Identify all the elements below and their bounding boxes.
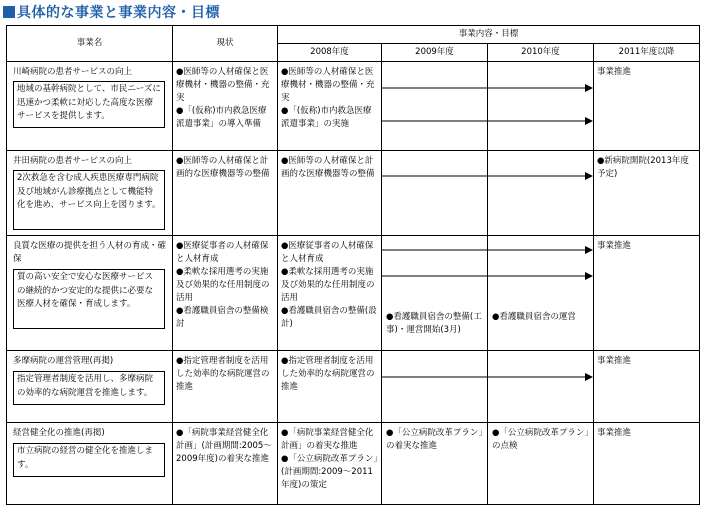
goal-2011: 事業推進 xyxy=(597,67,632,77)
header-year-2011: 2011年度以降 xyxy=(618,47,675,57)
goal-2011: 事業推進 xyxy=(597,241,632,251)
current-status: ●医師等の人材確保と医療機材・機器の整備・充実 ●「(仮称)市内救急医療派遣事業」の導入準備 xyxy=(176,67,270,129)
header-project-name: 事業名 xyxy=(76,38,103,48)
header-year-2008: 2008年度 xyxy=(310,47,349,57)
row-description: 2次救急を含む成人疾患医療専門病院及び地域がん診療拠点として機能特化を進め、サービス向上を図ります。 xyxy=(13,170,165,230)
row-title: 川崎病院の患者サービスの向上 xyxy=(13,67,133,77)
header-year-2010: 2010年度 xyxy=(521,47,560,57)
row-title: 井田病院の患者サービスの向上 xyxy=(13,156,133,166)
row-title: 経営健全化の推進(再掲) xyxy=(13,428,105,438)
current-status: ●医療従事者の人材確保と人材育成 ●柔軟な採用選考の実施及び効果的な任用制度の活用 ●看護職員宿舎の整備検討 xyxy=(176,241,270,329)
goal-2008: ●「病院事業経営健全化計画」の着実な推進 ●「公立病院改革プラン」(計画期間:2009〜2011年度)の策定 xyxy=(281,428,378,490)
row-description: 指定管理者制度を活用し、多摩病院の効率的な病院運営を推進します。 xyxy=(13,371,165,405)
goal-2011: ●新病院開院(2013年度予定) xyxy=(597,156,689,179)
goal-2009: ●看護職員宿舎の整備(工事)・運営開始(3月) xyxy=(386,312,482,335)
page-title: 具体的な事業と事業内容・目標 xyxy=(3,2,220,22)
row-description: 質の高い安全で安心な医療サービスの継続的かつ安定的な提供に必要な医療人材を確保・育成します。 xyxy=(13,269,165,329)
goal-2010: ●看護職員宿舎の運営 xyxy=(492,312,576,322)
row-title: 多摩病院の運営管理(再掲) xyxy=(13,356,114,366)
header-year-2009: 2009年度 xyxy=(415,47,454,57)
goal-2010: ●「公立病院改革プラン」の点検 xyxy=(492,428,589,451)
row-title: 良質な医療の提供を担う人材の育成・確保 xyxy=(13,241,167,264)
goal-2008: ●医療従事者の人材確保と人材育成 ●柔軟な採用選考の実施及び効果的な任用制度の活用 ●看護職員宿舎の整備(設計) xyxy=(281,241,377,329)
goal-2008: ●医師等の人材確保と医療機材・機器の整備・充実 ●「(仮称)市内救急医療派遣事業」の実施 xyxy=(281,67,375,129)
goal-2008: ●指定管理者制度を活用した効率的な病院運営の推進 xyxy=(281,356,375,392)
goal-2011: 事業推進 xyxy=(597,428,632,438)
current-status: ●「病院事業経営健全化計画」(計画期間:2005〜2009年度)の着実な推進 xyxy=(176,428,272,464)
goal-2008: ●医師等の人材確保と計画的な医療機器等の整備 xyxy=(281,156,375,179)
header-content-goal: 事業内容・目標 xyxy=(458,29,519,39)
current-status: ●指定管理者制度を活用した効率的な病院運営の推進 xyxy=(176,356,270,392)
header-current: 現状 xyxy=(216,38,234,48)
row-description: 地域の基幹病院として、市民ニーズに迅速かつ柔軟に対応した高度な医療サービスを提供します。 xyxy=(13,81,165,128)
goal-2011: 事業推進 xyxy=(597,356,632,366)
current-status: ●医師等の人材確保と計画的な医療機器等の整備 xyxy=(176,156,270,179)
row-description: 市立病院の経営の健全化を推進します。 xyxy=(13,443,165,477)
goal-2009: ●「公立病院改革プラン」の着実な推進 xyxy=(386,428,483,451)
